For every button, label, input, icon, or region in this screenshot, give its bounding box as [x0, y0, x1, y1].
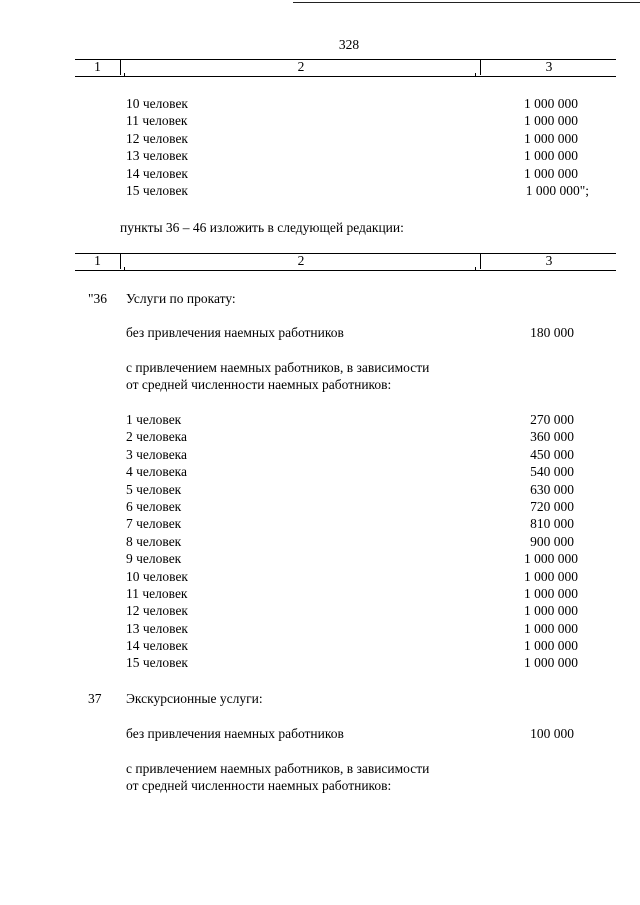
column-header-3: 3	[480, 253, 617, 269]
row-value: 540 000	[530, 464, 574, 480]
item-37-number: 37	[88, 691, 102, 706]
row-value: 1 000 000	[524, 551, 578, 567]
row-value: 1 000 000	[524, 568, 578, 584]
table-row	[0, 602, 640, 619]
table-row	[0, 463, 640, 480]
row-value: 1 000 000	[524, 96, 578, 111]
row-value: 450 000	[530, 446, 574, 462]
row-label: 7 человек	[126, 516, 182, 532]
row-label: 5 человек	[126, 481, 182, 497]
table-row	[0, 165, 640, 182]
item-36-no-workers-value: 180 000	[530, 325, 574, 340]
table-row	[0, 428, 640, 445]
row-value: 1 000 000	[524, 620, 578, 636]
row-value: 270 000	[530, 412, 574, 427]
row-label: 15 человек	[126, 182, 188, 198]
item-36-rows	[0, 411, 640, 672]
row-label: 3 человека	[126, 446, 188, 462]
item-37-with-workers-line1: с привлечением наемных работников, в зависимости	[126, 761, 430, 776]
table-row	[0, 620, 640, 637]
item-37-no-workers-label: без привлечения наемных работников	[126, 726, 344, 741]
table-header-second	[75, 253, 616, 271]
row-value: 1 000 000	[524, 148, 578, 164]
row-label: 4 человека	[126, 464, 188, 480]
row-label: 11 человек	[126, 585, 188, 601]
item-36-with-workers-line1: с привлечением наемных работников, в зависимости	[126, 360, 430, 375]
table-row	[0, 481, 640, 498]
table-row	[0, 498, 640, 515]
table-row	[0, 411, 640, 428]
item-36-no-workers-label: без привлечения наемных работников	[126, 325, 344, 340]
row-label: 12 человек	[126, 603, 188, 619]
row-value: 1 000 000	[524, 165, 578, 181]
table-row	[0, 147, 640, 164]
row-value: 1 000 000	[524, 113, 578, 129]
row-label: 14 человек	[126, 638, 188, 654]
row-value: 810 000	[530, 516, 574, 532]
row-value: 1 000 000	[524, 638, 578, 654]
row-value: 1 000 000";	[525, 182, 589, 198]
row-label: 6 человек	[126, 498, 182, 514]
table-row	[0, 533, 640, 550]
header-tick	[124, 267, 125, 271]
column-header-2: 2	[120, 59, 481, 75]
item-36-number: "36	[88, 291, 108, 306]
row-value: 1 000 000	[524, 585, 578, 601]
column-header-1: 1	[94, 253, 101, 268]
row-value: 720 000	[530, 498, 574, 514]
item-37-with-workers-line2: от средней численности наемных работников:	[126, 778, 392, 793]
row-value: 360 000	[530, 429, 574, 445]
row-label: 14 человек	[126, 165, 188, 181]
table-row	[0, 112, 640, 129]
table-row	[0, 182, 640, 199]
item-37-no-workers-value: 100 000	[530, 726, 574, 741]
rows-list-top	[0, 95, 640, 199]
column-header-2: 2	[120, 253, 481, 269]
header-tick	[475, 267, 476, 271]
table-row	[0, 654, 640, 671]
row-label: 8 человек	[126, 533, 182, 549]
header-tick	[475, 73, 476, 77]
page-number: 328	[338, 37, 360, 52]
top-edge-line	[293, 2, 640, 3]
table-row	[0, 568, 640, 585]
table-row	[0, 637, 640, 654]
row-label: 13 человек	[126, 620, 188, 636]
amendment-intro: пункты 36 – 46 изложить в следующей редакции:	[120, 220, 404, 235]
row-label: 2 человека	[126, 429, 188, 445]
row-value: 1 000 000	[524, 655, 578, 671]
column-header-1: 1	[94, 59, 101, 74]
table-row	[0, 550, 640, 567]
row-label: 10 человек	[126, 568, 188, 584]
table-header-top	[75, 59, 616, 77]
table-row	[0, 446, 640, 463]
row-value: 1 000 000	[524, 603, 578, 619]
row-label: 11 человек	[126, 113, 188, 129]
row-value: 900 000	[530, 533, 574, 549]
row-label: 13 человек	[126, 148, 188, 164]
row-label: 9 человек	[126, 551, 182, 567]
row-label: 1 человек	[126, 412, 182, 427]
column-header-3: 3	[480, 59, 617, 75]
item-36-title: Услуги по прокату:	[126, 291, 236, 306]
item-36-with-workers-line2: от средней численности наемных работников:	[126, 377, 392, 392]
header-tick	[124, 73, 125, 77]
row-label: 15 человек	[126, 655, 188, 671]
row-value: 1 000 000	[524, 130, 578, 146]
item-37-title: Экскурсионные услуги:	[126, 691, 263, 706]
table-row	[0, 585, 640, 602]
table-row	[0, 130, 640, 147]
row-label: 10 человек	[126, 96, 188, 111]
table-row	[0, 515, 640, 532]
table-row	[0, 95, 640, 112]
row-label: 12 человек	[126, 130, 188, 146]
row-value: 630 000	[530, 481, 574, 497]
